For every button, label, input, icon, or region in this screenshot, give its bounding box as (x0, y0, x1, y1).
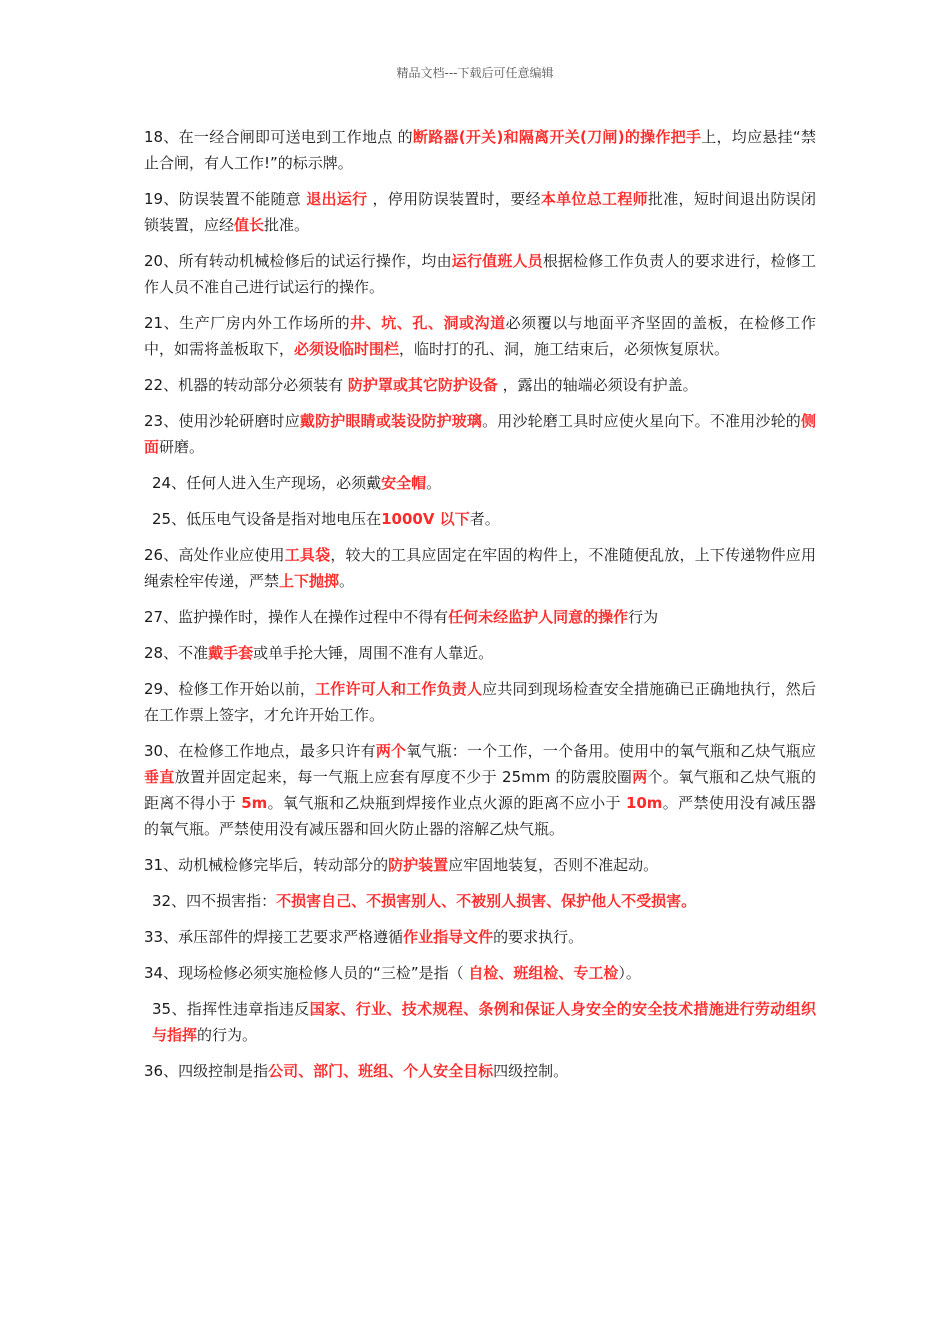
question-text: 上，均应悬挂“禁止合闸，有人工作!”的标示牌。 (144, 128, 816, 172)
question-text: 者。 (469, 510, 500, 528)
question-text: 34、现场检修必须实施检修人员的“三检”是指（ (144, 964, 469, 982)
question-item (144, 960, 816, 986)
question-text: 放置并固定起来，每一气瓶上应套有厚度不少于 25mm 的防震胶圈 (174, 768, 633, 786)
question-item (144, 852, 816, 878)
question-text: 应共同到现场检查安全措施确已正确地执行，然后在工作票上签字，才允许开始工作。 (144, 680, 816, 724)
question-item (144, 124, 816, 176)
answer-highlight: 任何未经监护人同意的操作 (448, 608, 629, 626)
question-text: 18、在一经合闸即可送电到工作地点 的 (144, 128, 413, 146)
question-text: 19、防误装置不能随意 (144, 190, 307, 208)
question-item (144, 542, 816, 594)
question-text: 35、指挥性违章指违反 (152, 1000, 310, 1018)
question-text: 的要求执行。 (493, 928, 584, 946)
question-text: 36、四级控制是指 (144, 1062, 269, 1080)
question-text: 26、高处作业应使用 (144, 546, 285, 564)
question-text: 行为 (628, 608, 659, 626)
answer-highlight: 10m (625, 794, 663, 812)
question-text: 21、生产厂房内外工作场所的 (144, 314, 351, 332)
answer-highlight: 戴防护眼睛或装设防护玻璃 (299, 412, 483, 430)
answer-highlight: 两个 (375, 742, 407, 760)
question-item (144, 640, 816, 666)
answer-highlight: 戴手套 (208, 644, 254, 662)
question-text: ，停用防误装置时，要经 (367, 190, 541, 208)
answer-highlight: 断路器(开关)和隔离开关(刀闸)的操作把手 (412, 128, 702, 146)
answer-highlight: 值长 (234, 216, 265, 234)
question-text: 必须覆以与地面平齐坚固的盖板，在检修工作中，如需将盖板取下， (144, 314, 816, 358)
question-item (144, 506, 816, 532)
question-text: 20、所有转动机械检修后的试运行操作，均由 (144, 252, 452, 270)
question-item (144, 470, 816, 496)
answer-highlight: 井、坑、孔、洞或沟道 (350, 314, 506, 332)
answer-highlight: 侧面 (144, 412, 816, 456)
answer-highlight: 国家、行业、技术规程、条例和保证人身安全的安全技术措施进行劳动组织与指挥 (152, 1000, 816, 1044)
question-text: ，较大的工具应固定在牢固的构件上，不准随便乱放，上下传递物件应用绳索栓牢传递，严禁 (144, 546, 816, 590)
answer-highlight: 防护罩或其它防护设备 (347, 376, 498, 394)
question-text: 32、四不损害指： (152, 892, 277, 910)
question-item (144, 676, 816, 728)
question-text: 或单手抡大锤，周围不准有人靠近。 (253, 644, 494, 662)
question-item (144, 996, 816, 1048)
answer-highlight: 工作许可人和工作负责人 (315, 680, 483, 698)
answer-highlight: 自检、班组检、专工检 (468, 964, 619, 982)
answer-highlight: 垂直 (144, 768, 175, 786)
question-text: 。用沙轮磨工具时应使火星向下。不准用沙轮的 (482, 412, 801, 430)
answer-highlight: 公司、部门、班组、个人安全目标 (268, 1062, 494, 1080)
question-text: ）。 (618, 964, 641, 982)
document-body (144, 124, 816, 1094)
question-text: 30、在检修工作地点，最多只许有 (144, 742, 376, 760)
answer-highlight: 5m (241, 794, 268, 812)
answer-highlight: 1000V 以下 (381, 510, 470, 528)
question-text: 个。氧气瓶和乙炔气瓶的距离不得小于 (144, 768, 816, 812)
question-item (144, 888, 816, 914)
answer-highlight: 必须设临时围栏 (294, 340, 400, 358)
answer-highlight: 运行值班人员 (451, 252, 543, 270)
question-text: 28、不准 (144, 644, 209, 662)
answer-highlight: 防护装置 (388, 856, 449, 874)
question-text: 批准。 (264, 216, 310, 234)
answer-highlight: 本单位总工程师 (540, 190, 648, 208)
question-text: 。 (426, 474, 442, 492)
question-text: 研磨。 (159, 438, 205, 456)
question-text: 氧气瓶：一个工作，一个备用。使用中的氧气瓶和乙炔气瓶应 (406, 742, 816, 760)
question-item (144, 604, 816, 630)
question-item (144, 248, 816, 300)
answer-highlight: 上下抛掷 (279, 572, 340, 590)
question-text: ，露出的轴端必须设有护盖。 (497, 376, 698, 394)
question-text: 33、承压部件的焊接工艺要求严格遵循 (144, 928, 404, 946)
question-text: 22、机器的转动部分必须装有 (144, 376, 348, 394)
question-text: 根据检修工作负责人的要求进行，检修工作人员不准自己进行试运行的操作。 (144, 252, 816, 296)
question-text: 批准，短时间退出防误闭锁装置，应经 (144, 190, 816, 234)
answer-highlight: 两 (632, 768, 648, 786)
question-text: 。氧气瓶和乙炔瓶到焊接作业点火源的距离不应小于 (267, 794, 626, 812)
answer-highlight: 不损害自己、不损害别人、不被别人损害、保护他人不受损害。 (276, 892, 697, 910)
question-item (144, 924, 816, 950)
question-item (144, 186, 816, 238)
question-text: 应牢固地装复，否则不准起动。 (448, 856, 659, 874)
question-text: 。 (339, 572, 355, 590)
question-text: 31、动机械检修完毕后，转动部分的 (144, 856, 389, 874)
question-text: 25、低压电气设备是指对地电压在 (152, 510, 382, 528)
question-text: 29、检修工作开始以前， (144, 680, 316, 698)
question-text: 27、监护操作时，操作人在操作过程中不得有 (144, 608, 449, 626)
question-item (144, 372, 816, 398)
question-text: 23、使用沙轮研磨时应 (144, 412, 300, 430)
question-item (144, 310, 816, 362)
question-text: 四级控制。 (493, 1062, 569, 1080)
question-item (144, 1058, 816, 1084)
question-text: ，临时打的孔、洞，施工结束后，必须恢复原状。 (399, 340, 730, 358)
answer-highlight: 作业指导文件 (403, 928, 494, 946)
question-item (144, 408, 816, 460)
page-header: 精品文档---下载后可任意编辑 (396, 66, 554, 80)
answer-highlight: 退出运行 (306, 190, 368, 208)
question-text: 的行为。 (197, 1026, 258, 1044)
question-text: 24、任何人进入生产现场，必须戴 (152, 474, 382, 492)
answer-highlight: 安全帽 (381, 474, 427, 492)
question-text: 。严禁使用没有减压器的氧气瓶。严禁使用没有减压器和回火防止器的溶解乙炔气瓶。 (144, 794, 816, 838)
question-item (144, 738, 816, 842)
answer-highlight: 工具袋 (284, 546, 331, 564)
